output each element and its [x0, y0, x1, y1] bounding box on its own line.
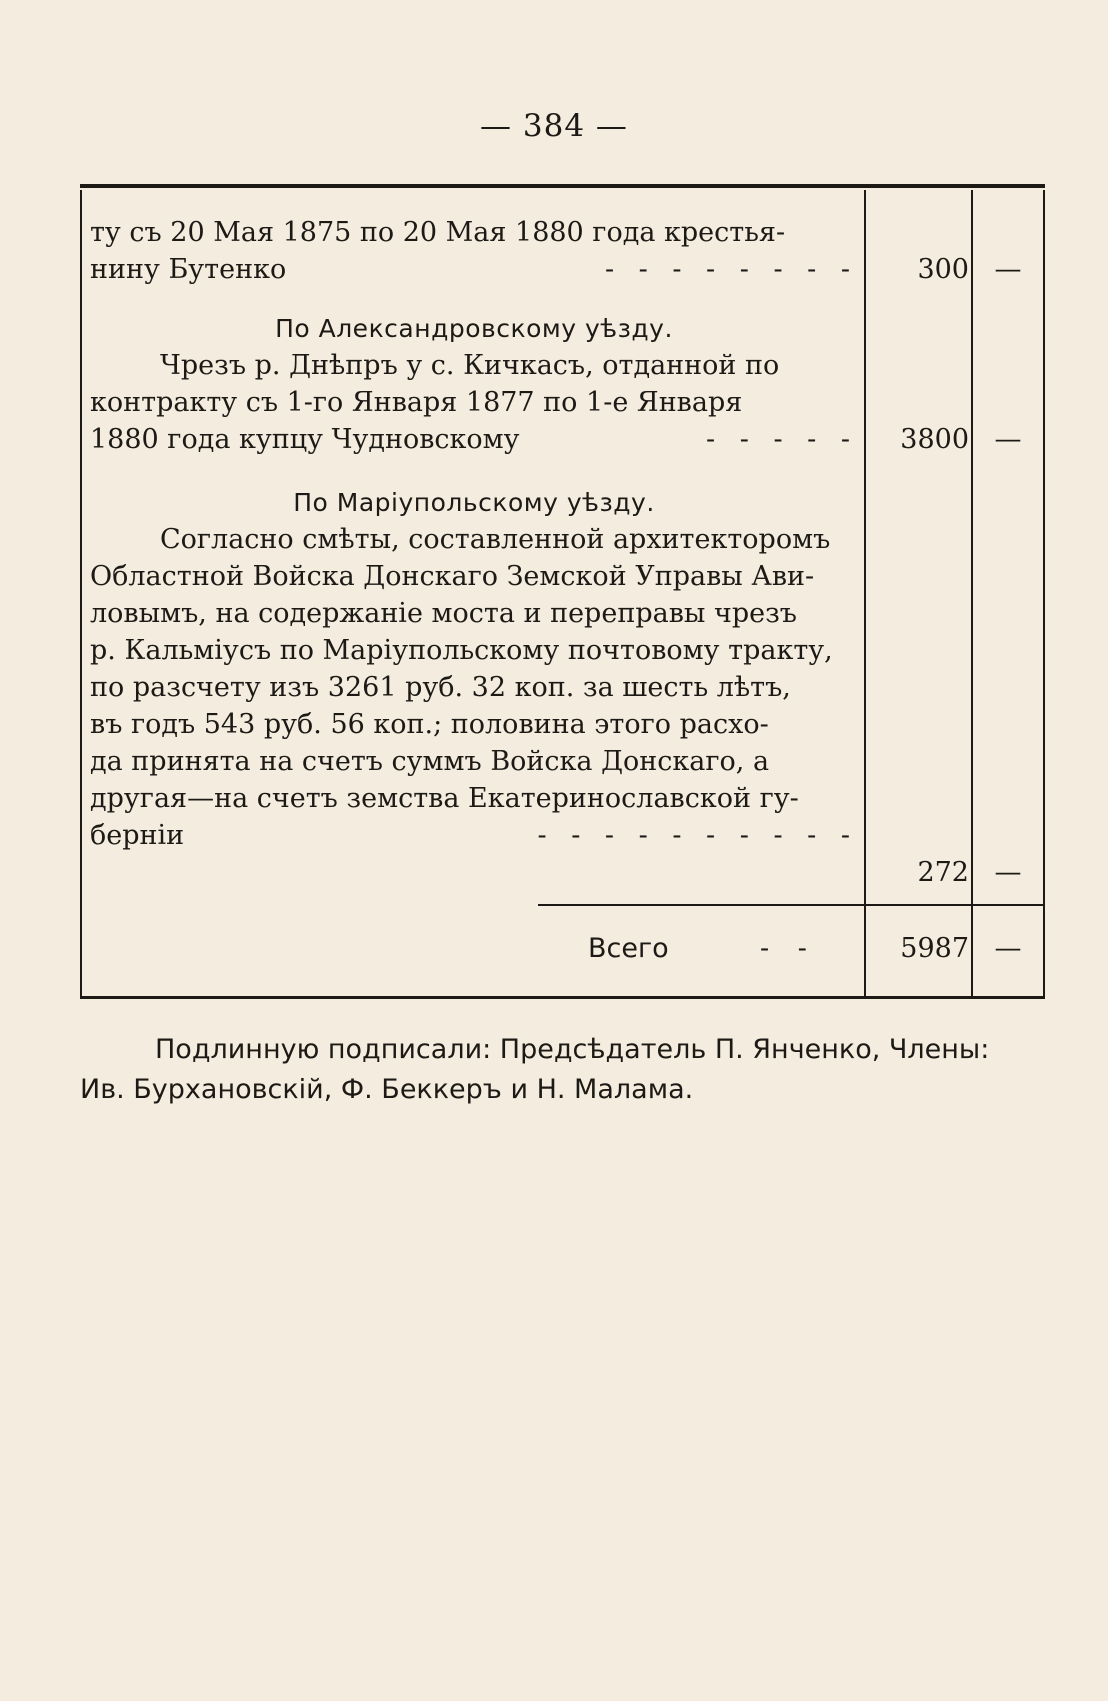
entry-text-line: контракту съ 1-го Января 1877 по 1-е Января [90, 387, 743, 418]
entry-text-line: берніи - - - - - - - - - - [90, 817, 858, 854]
entry-text-line: Согласно смѣты, составленной архитекторомъ [160, 524, 831, 555]
entry-mariupol [90, 484, 858, 854]
entry-text-line: Чрезъ р. Днѣпръ у с. Кичкасъ, отданной по [160, 350, 780, 381]
signatures-line: Подлинную подписали: Предсѣдатель П. Янченко, Члены: [155, 1034, 990, 1065]
page-number: — 384 — [480, 108, 628, 144]
amount-kopecks: — [994, 254, 1022, 285]
entry-text-line: ловымъ, на содержаніе моста и переправы чрезъ [90, 598, 797, 629]
entry-text-line: ту съ 20 Мая 1875 по 20 Мая 1880 года крестья- [90, 217, 786, 248]
expense-table [80, 184, 1045, 999]
signatures-line: Ив. Бурхановскій, Ф. Беккеръ и Н. Малама. [80, 1074, 694, 1105]
total-rule-amount [864, 904, 1045, 906]
dash-leader: - - - - - - - - - - [537, 820, 858, 851]
section-heading: По Маріупольскому уѣзду. [293, 488, 655, 517]
signatures-block [80, 1030, 1045, 1110]
amount-rubles: 272 [917, 857, 969, 888]
total-amount-kopecks: — [994, 933, 1022, 964]
entry-text-line: р. Кальміусъ по Маріупольскому почтовому тракту, [90, 635, 833, 666]
entry-text-line: по разсчету изъ 3261 руб. 32 коп. за шесть лѣтъ, [90, 672, 791, 703]
entry-text-line: нину Бутенко - - - - - - - - [90, 251, 858, 288]
entry-text-line: Областной Войска Донскаго Земской Управы Ави- [90, 561, 815, 592]
entry-text-line: да принята на счетъ суммъ Войска Донскаго, а [90, 746, 770, 777]
section-heading: По Александровскому уѣзду. [275, 314, 673, 343]
amount-rubles: 300 [917, 254, 969, 285]
total-rule [538, 904, 864, 906]
entry-butenko [90, 214, 858, 288]
amount-kopecks: — [994, 857, 1022, 888]
table-border-right [1043, 190, 1045, 996]
dash-leader: - - - - - - - - [604, 254, 858, 285]
dash-leader: - - - - - [706, 424, 858, 455]
dash-leader: - - [760, 933, 817, 964]
entry-text-line: 1880 года купцу Чудновскому - - - - - [90, 421, 858, 458]
amount-kopecks: — [994, 424, 1022, 455]
entry-aleksandrovsk [90, 310, 858, 458]
total-label: Всего [588, 933, 669, 964]
entry-text-line: другая—на счетъ земства Екатеринославской гу- [90, 783, 799, 814]
amount-rubles: 3800 [900, 424, 969, 455]
table-border-left [80, 190, 82, 996]
entry-text-line: въ годъ 543 руб. 56 коп.; половина этого расхо- [90, 709, 769, 740]
total-amount-rubles: 5987 [900, 933, 969, 964]
